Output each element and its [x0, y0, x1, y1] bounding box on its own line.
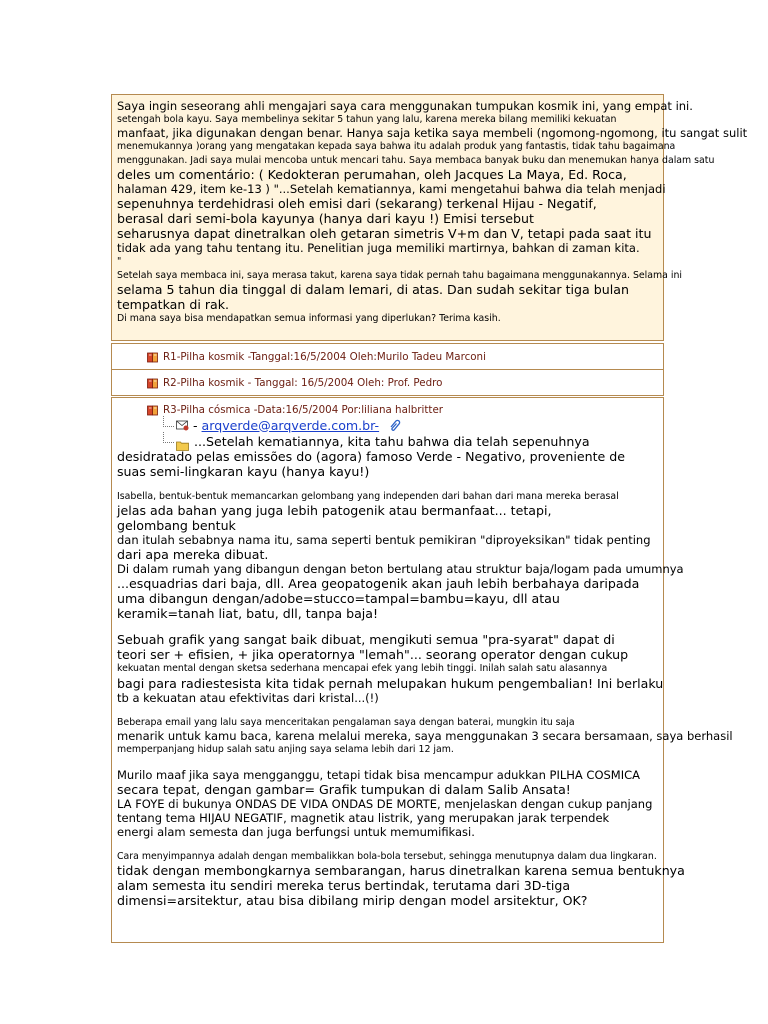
reply-book-icon: [147, 378, 158, 389]
reply-3-post: [111, 397, 733, 943]
text-line: menemukannya )orang yang mengatakan kepada saya bahwa itu adalah produk yang fantastis, tidak tahu bagaimana: [117, 141, 676, 153]
paragraph-gap: [117, 479, 663, 490]
text-line: energi alam semesta dan juga berfungsi untuk memumifikasi.: [117, 824, 475, 839]
text-line: sepenuhnya terdehidrasi oleh emisi dari (sekarang) terkenal Hijau - Negatif,: [117, 196, 597, 212]
text-line: halaman 429, item ke-13 ) "...Setelah kematiannya, kami mengetahui bahwa dia telah menjadi: [117, 182, 666, 197]
text-line: teori ser + efisien, + jika operatornya "lemah"... seorang operator dengan cukup: [117, 647, 629, 663]
text-line: tb a kekuatan atau efektivitas dari kristal...(!): [117, 690, 379, 705]
text-line: selama 5 tahun dia tinggal di dalam lemari, di atas. Dan sudah sekitar tiga bulan: [117, 282, 629, 298]
reply-2-header[interactable]: [147, 377, 442, 389]
text-line: keramik=tanah liat, batu, dll, tanpa baja!: [117, 606, 379, 622]
text-line: secara tepat, dengan gambar= Grafik tumpukan di dalam Salib Ansata!: [117, 781, 571, 797]
text-line: suas semi-lingkaran kayu (hanya kayu!): [117, 464, 370, 479]
text-line: Setelah saya membaca ini, saya merasa takut, karena saya tidak pernah tahu bagaimana menggunakannya. Selama ini: [117, 269, 683, 281]
reply-2-row[interactable]: [111, 369, 664, 396]
reply-3-title[interactable]: R3-Pilha cósmica -Data:16/5/2004 Por:liliana halbritter: [163, 404, 444, 416]
text-line: berasal dari semi-bola kayunya (hanya dari kayu !) Emisi tersebut: [117, 211, 534, 227]
text-line: gelombang bentuk: [117, 518, 236, 534]
text-line: seharusnya dapat dinetralkan oleh getaran simetris V+m dan V, tetapi pada saat itu: [117, 226, 652, 242]
paragraph-gap: [117, 621, 663, 632]
text-line: dari apa mereka dibuat.: [117, 547, 269, 563]
text-line: Di mana saya bisa mendapatkan semua informasi yang diperlukan? Terima kasih.: [117, 313, 501, 325]
paragraph-gap: [117, 839, 663, 850]
tree-connector: [163, 432, 174, 443]
text-line: deles um comentário: ( Kedokteran perumahan, oleh Jacques La Maya, Ed. Roca,: [117, 167, 627, 183]
text-line: menggunakan. Jadi saya mulai mencoba untuk mencari tahu. Saya membaca banyak buku dan menemukan hanya dalam satu: [117, 154, 715, 166]
text-line: setengah bola kayu. Saya membelinya sekitar 5 tahun yang lalu, karena mereka bilang memiliki kekuatan: [117, 114, 617, 125]
question-post: [111, 94, 748, 341]
text-line: Beberapa email yang lalu saya menceritakan pengalaman saya dengan baterai, mungkin itu saja: [117, 716, 575, 728]
text-line: bagi para radiestesista kita tidak pernah melupakan hukum pengembalian! Ini berlaku: [117, 675, 664, 691]
text-line: dan itulah sebabnya nama itu, sama seperti bentuk pemikiran "diproyeksikan" tidak penting: [117, 533, 651, 548]
reply-book-icon: [147, 352, 158, 363]
text-line: tidak dengan membongkarnya sembarangan, harus dinetralkan karena semua bentuknya: [117, 863, 685, 879]
text-line: jelas ada bahan yang juga lebih patogenik atau bermanfaat... tetapi,: [117, 503, 552, 519]
reply-3-first-line: ...Setelah kematiannya, kita tahu bahwa dia telah sepenuhnya: [194, 433, 590, 449]
text-line: menarik untuk kamu baca, karena melalui mereka, saya menggunakan 3 secara bersamaan, saya berhasil: [117, 729, 733, 744]
reply-3-first-row: [163, 433, 663, 449]
reply-2-title[interactable]: R2-Pilha kosmik - Tanggal: 16/5/2004 Oleh: Prof. Pedro: [163, 377, 443, 389]
text-line: tidak ada yang tahu tentang itu. Penelitian juga memiliki martirnya, bahkan di zaman kita.: [117, 241, 640, 256]
reply-book-icon: [147, 405, 158, 416]
reply-3-header[interactable]: [147, 403, 663, 417]
text-line: ...esquadrias dari baja, dll. Area geopatogenik akan jauh lebih berbahaya daripada: [117, 576, 640, 592]
envelope-icon: [176, 419, 189, 431]
text-line: desidratado pelas emissões do (agora) famoso Verde - Negativo, proveniente de: [117, 449, 626, 464]
text-line: ": [117, 256, 122, 268]
text-line: Saya ingin seseorang ahli mengajari saya cara menggunakan tumpukan kosmik ini, yang empat ini.: [117, 99, 693, 113]
question-text: [117, 99, 748, 325]
reply-1-title[interactable]: R1-Pilha kosmik -Tanggal:16/5/2004 Oleh:Murilo Tadeu Marconi: [163, 351, 486, 363]
reply-3-text: [117, 449, 733, 909]
reply-3-email-row: [163, 417, 663, 433]
text-line: memperpanjang hidup salah satu anjing saya selama lebih dari 12 jam.: [117, 744, 454, 756]
folder-icon: [176, 436, 189, 447]
reply-1-header[interactable]: [147, 351, 486, 363]
text-line: Sebuah grafik yang sangat baik dibuat, mengikuti semua "pra-syarat" dapat di: [117, 632, 615, 648]
paperclip-icon[interactable]: [388, 418, 402, 432]
text-line: Di dalam rumah yang dibangun dengan beton bertulang atau struktur baja/logam pada umumnya: [117, 562, 684, 577]
paragraph-gap: [117, 705, 663, 716]
email-link[interactable]: arqverde@arqverde.com.br-: [201, 417, 380, 433]
text-line: LA FOYE di bukunya ONDAS DE VIDA ONDAS DE MORTE, menjelaskan dengan cukup panjang: [117, 796, 653, 811]
text-line: tempatkan di rak.: [117, 297, 230, 313]
text-line: uma dibangun dengan/adobe=stucco=tampal=bambu=kayu, dll atau: [117, 591, 560, 607]
email-prefix: -: [193, 417, 198, 433]
text-line: Murilo maaf jika saya mengganggu, tetapi tidak bisa mencampur adukkan PILHA COSMICA: [117, 767, 641, 782]
text-line: Isabella, bentuk-bentuk memancarkan gelombang yang independen dari bahan dari mana mereka berasal: [117, 491, 619, 502]
paragraph-gap: [117, 757, 663, 768]
text-line: Cara menyimpannya adalah dengan membalikkan bola-bola tersebut, sehingga menutupnya dalam dua lingkaran.: [117, 850, 657, 862]
text-line: alam semesta itu sendiri mereka terus bertindak, terutama dari 3D-tiga: [117, 878, 571, 894]
reply-1-row[interactable]: [111, 343, 664, 370]
text-line: dimensi=arsitektur, atau bisa dibilang mirip dengan model arsitektur, OK?: [117, 893, 588, 909]
text-line: manfaat, jika digunakan dengan benar. Hanya saja ketika saya membeli (ngomong-ngomong, itu sangat sulit: [117, 126, 748, 141]
text-line: kekuatan mental dengan sketsa sederhana mencapai efek yang lebih tinggi. Inilah salah satu alasannya: [117, 663, 608, 675]
tree-connector: [163, 416, 174, 427]
text-line: tentang tema HIJAU NEGATIF, magnetik atau listrik, yang merupakan jarak terpendek: [117, 810, 610, 825]
